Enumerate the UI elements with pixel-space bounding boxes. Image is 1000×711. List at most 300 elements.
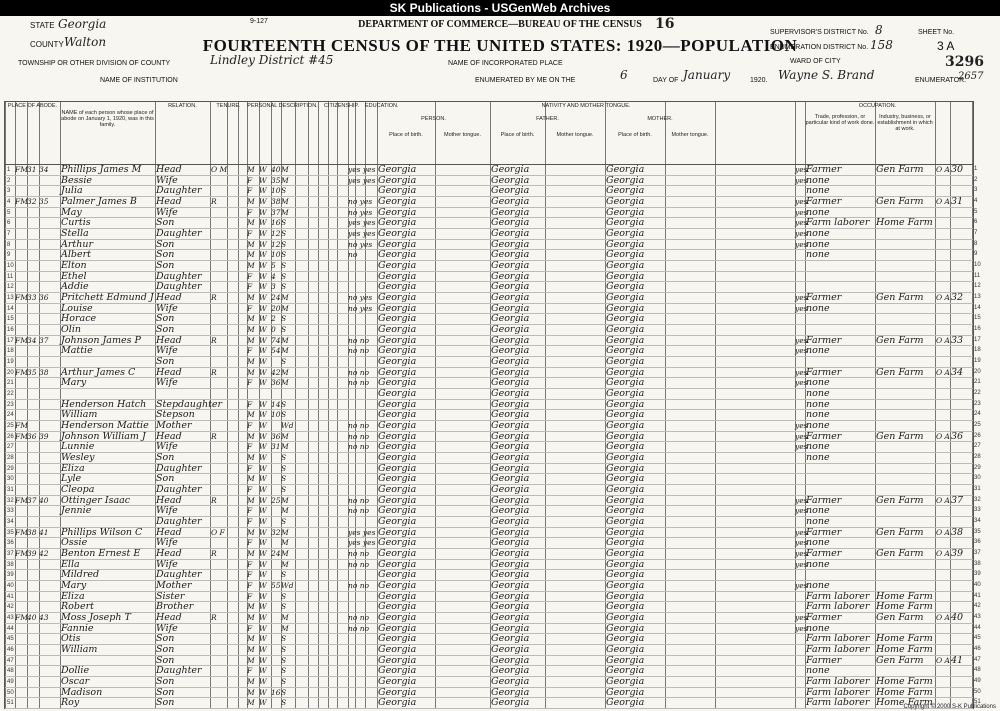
person-name: Louise	[61, 302, 93, 314]
sex-cell: M	[247, 357, 255, 366]
father-birthplace-cell: Georgia	[491, 622, 530, 634]
industry-cell: Gen Farm	[876, 164, 924, 175]
margin-line-number: 39	[974, 571, 981, 578]
relation-cell: Head	[156, 430, 182, 442]
english-cell: yes	[795, 431, 808, 441]
occupation-cell: none	[806, 558, 830, 570]
father-birthplace-cell: Georgia	[491, 420, 530, 431]
father-birthplace-cell: Georgia	[491, 548, 530, 559]
mother-birthplace-cell: Georgia	[606, 238, 645, 250]
line-number: 13	[7, 295, 14, 301]
person-name: Otis	[61, 633, 81, 645]
table-row	[5, 164, 973, 175]
age-cell: 3	[271, 282, 276, 292]
race-cell: W	[259, 485, 267, 494]
table-row	[5, 505, 973, 516]
father-birthplace-cell: Georgia	[491, 185, 530, 197]
marital-cell: S	[281, 282, 287, 292]
table-row	[5, 335, 973, 346]
margin-line-number: 17	[974, 336, 981, 343]
mother-birthplace-cell: Georgia	[606, 462, 645, 474]
father-birthplace-cell: Georgia	[491, 633, 530, 645]
table-row	[5, 345, 973, 356]
father-birthplace-cell: Georgia	[491, 505, 530, 517]
birthplace-cell: Georgia	[378, 580, 417, 591]
english-cell: yes	[795, 506, 808, 516]
person-name: Phillips James M	[61, 164, 142, 175]
birthplace-cell: Georgia	[378, 174, 417, 186]
father-birthplace-cell: Georgia	[491, 174, 530, 186]
relation-cell: Son	[156, 356, 175, 367]
mother-birthplace-cell: Georgia	[606, 580, 645, 591]
father-birthplace-cell: Georgia	[491, 526, 530, 538]
table-row	[5, 676, 973, 687]
birthplace-cell: Georgia	[378, 516, 417, 527]
margin-line-number: 18	[974, 347, 981, 354]
family-number: 43	[39, 613, 49, 622]
table-row	[5, 356, 973, 367]
marital-cell: M	[281, 367, 289, 377]
birthplace-cell: Georgia	[378, 622, 417, 634]
age-cell: 10	[271, 410, 281, 420]
margin-line-number: 47	[974, 656, 981, 663]
relation-cell: Daughter	[156, 185, 202, 197]
mother-birthplace-cell: Georgia	[606, 377, 645, 389]
line-number: 7	[7, 231, 11, 237]
header-nativity: NATIVITY AND MOTHER TONGUE.	[541, 103, 631, 109]
person-name: Lyle	[61, 473, 82, 485]
margin-line-number: 23	[974, 400, 981, 407]
mother-birthplace-cell: Georgia	[606, 366, 645, 378]
table-row	[5, 580, 973, 591]
line-number: 38	[7, 561, 14, 568]
occupation-cell: none	[806, 505, 830, 517]
race-cell: W	[259, 495, 267, 505]
father-birthplace-cell: Georgia	[491, 484, 530, 495]
mother-birthplace-cell: Georgia	[606, 622, 645, 634]
occupation-cell: Farmer	[806, 334, 842, 346]
age-cell: 10	[271, 186, 281, 196]
margin-line-number: 42	[974, 603, 981, 610]
line-number: 44	[7, 625, 14, 632]
supervisor-value: 8	[875, 23, 883, 37]
occupation-cell: Farmer	[806, 494, 842, 506]
margin-line-number: 50	[974, 688, 981, 695]
occupation-cell: Farm laborer	[806, 633, 870, 645]
birthplace-cell: Georgia	[378, 633, 417, 645]
relation-cell: Son	[156, 473, 175, 485]
farm-mark: FM	[15, 527, 28, 537]
margin-line-number: 38	[974, 560, 981, 567]
father-birthplace-cell: Georgia	[491, 164, 530, 175]
birthplace-cell: Georgia	[378, 526, 417, 538]
table-row	[5, 420, 973, 431]
relation-cell: Wife	[156, 441, 178, 453]
mother-birthplace-cell: Georgia	[606, 526, 645, 538]
mother-birthplace-cell: Georgia	[606, 665, 645, 677]
literacy-cell: no no	[348, 581, 370, 590]
marital-cell: M	[281, 346, 289, 356]
occupation-cell: Farm laborer	[806, 217, 870, 229]
english-cell: yes	[795, 613, 808, 622]
line-number: 18	[7, 348, 14, 355]
table-row	[5, 377, 973, 388]
mother-birthplace-cell: Georgia	[606, 452, 645, 463]
person-name: Eliza	[61, 590, 85, 602]
birthplace-cell: Georgia	[378, 313, 417, 325]
birthplace-cell: Georgia	[378, 217, 417, 229]
race-cell: W	[259, 207, 267, 217]
dwelling-number: 36	[27, 431, 37, 441]
age-cell: 35	[271, 175, 281, 185]
dwelling-number: 35	[27, 367, 37, 377]
dwelling-number: 31	[27, 165, 37, 174]
relation-cell: Wife	[156, 174, 178, 186]
table-row	[5, 175, 973, 186]
birthplace-cell: Georgia	[378, 686, 417, 698]
sex-cell: F	[247, 186, 253, 196]
race-cell: W	[259, 645, 267, 654]
margin-line-number: 27	[974, 443, 981, 450]
occupation-cell: Farmer	[806, 654, 842, 666]
table-row	[5, 324, 973, 335]
race-cell: W	[259, 229, 267, 238]
person-name: Madison	[61, 686, 103, 698]
line-number: 19	[7, 359, 14, 365]
table-row	[5, 655, 973, 666]
person-name: Benton Ernest E	[61, 548, 141, 559]
mother-birthplace-cell: Georgia	[606, 164, 645, 175]
race-cell: W	[259, 325, 267, 334]
occupation-cell: Farmer	[806, 292, 842, 303]
birthplace-cell: Georgia	[378, 196, 417, 207]
marital-cell: S	[281, 591, 287, 601]
table-row	[5, 548, 973, 559]
father-birthplace-cell: Georgia	[491, 644, 530, 655]
person-name: Pritchett Edmund J	[61, 292, 154, 303]
farm-schedule-cell: 39	[951, 548, 964, 559]
table-row	[5, 591, 973, 602]
race-cell: W	[259, 421, 267, 430]
birthplace-cell: Georgia	[378, 558, 417, 570]
table-row	[5, 463, 973, 474]
age-cell: 16	[271, 687, 281, 697]
occupation-cell: none	[806, 377, 830, 389]
margin-line-number: 33	[974, 507, 981, 514]
relation-cell: Mother	[156, 580, 192, 591]
sex-cell: M	[247, 527, 255, 537]
industry-cell: Gen Farm	[876, 654, 924, 666]
class-cell: O A	[936, 527, 950, 537]
relation-cell: Son	[156, 249, 175, 261]
margin-line-number: 11	[974, 272, 981, 279]
birthplace-cell: Georgia	[378, 665, 417, 677]
sex-cell: M	[247, 677, 255, 686]
census-sheet	[0, 16, 1000, 711]
marital-cell: M	[281, 293, 289, 302]
line-number: 34	[7, 519, 14, 525]
person-name: Jennie	[61, 505, 92, 517]
marital-cell: S	[281, 602, 287, 612]
relation-cell: Head	[156, 292, 182, 303]
sex-cell: M	[247, 293, 255, 302]
tenure-cell: R	[211, 367, 217, 377]
race-cell: W	[259, 591, 267, 601]
race-cell: W	[259, 314, 267, 324]
line-number: 40	[7, 583, 14, 589]
margin-line-number: 8	[974, 240, 978, 247]
sex-cell: F	[247, 271, 253, 281]
margin-line-number: 12	[974, 283, 981, 290]
place-label: NAME OF INCORPORATED PLACE	[448, 60, 563, 67]
sex-cell: M	[247, 431, 255, 441]
relation-cell: Son	[156, 654, 175, 666]
age-cell: 0	[271, 325, 276, 334]
year-label: 1920.	[750, 77, 768, 84]
mother-birthplace-cell: Georgia	[606, 174, 645, 186]
tenure-cell: R	[211, 293, 217, 302]
english-cell: yes	[795, 581, 808, 590]
father-birthplace-cell: Georgia	[491, 441, 530, 453]
line-number: 31	[7, 487, 14, 493]
marital-cell: M	[281, 197, 289, 206]
age-cell: 32	[271, 527, 281, 537]
birthplace-cell: Georgia	[378, 452, 417, 463]
sheet-label: SHEET No.	[918, 29, 955, 36]
person-name: Elton	[61, 260, 87, 271]
mother-birthplace-cell: Georgia	[606, 420, 645, 431]
age-cell: 37	[271, 207, 281, 217]
farm-schedule-cell: 32	[951, 292, 964, 303]
sex-cell: M	[247, 165, 255, 174]
line-number: 47	[7, 657, 14, 664]
institution-label: NAME OF INSTITUTION	[100, 77, 178, 84]
race-cell: W	[259, 666, 267, 676]
line-number: 48	[7, 668, 14, 675]
line-number: 28	[7, 455, 14, 461]
industry-cell: Gen Farm	[876, 292, 924, 303]
dwelling-number: 37	[27, 495, 37, 505]
marital-cell: S	[281, 314, 287, 324]
person-name: Arthur	[61, 238, 93, 250]
supervisor-label: SUPERVISOR'S DISTRICT No.	[770, 29, 869, 36]
race-cell: W	[259, 538, 267, 548]
table-row	[5, 537, 973, 548]
relation-cell: Son	[156, 633, 175, 645]
industry-cell: Home Farm	[876, 676, 933, 687]
literacy-cell: no yes	[348, 197, 373, 206]
english-cell: yes	[795, 559, 808, 569]
race-cell: W	[259, 613, 267, 622]
age-cell: 4	[271, 271, 276, 281]
race-cell: W	[259, 442, 267, 452]
literacy-cell: yes yes	[348, 165, 376, 174]
occupation-cell: none	[806, 516, 830, 527]
line-number: 17	[7, 337, 14, 344]
marital-cell: M	[281, 549, 289, 558]
line-number: 22	[7, 391, 14, 397]
father-birthplace-cell: Georgia	[491, 260, 530, 271]
race-cell: W	[259, 357, 267, 366]
father-birthplace-cell: Georgia	[491, 196, 530, 207]
age-cell: 14	[271, 399, 281, 409]
marital-cell: M	[281, 165, 289, 174]
margin-line-number: 29	[974, 464, 981, 471]
relation-cell: Daughter	[156, 270, 202, 282]
literacy-cell: no no	[348, 495, 370, 505]
occupation-cell: none	[806, 398, 830, 410]
person-name: Bessie	[61, 174, 93, 186]
occupation-cell: Farmer	[806, 366, 842, 378]
margin-line-number: 1	[974, 166, 978, 172]
table-row	[5, 271, 973, 282]
sex-cell: F	[247, 506, 253, 516]
person-name: William	[61, 644, 98, 655]
dwelling-number: 33	[27, 293, 37, 302]
marital-cell: S	[281, 410, 287, 420]
mother-birthplace-cell: Georgia	[606, 548, 645, 559]
county-label: COUNTY	[30, 40, 64, 49]
margin-line-number: 10	[974, 262, 981, 268]
sex-cell: F	[247, 378, 253, 388]
margin-line-number: 30	[974, 475, 981, 482]
birthplace-cell: Georgia	[378, 238, 417, 250]
literacy-cell: yes yes	[348, 229, 376, 238]
person-name: Eliza	[61, 462, 85, 474]
person-name: Stella	[61, 228, 89, 239]
mother-birthplace-cell: Georgia	[606, 676, 645, 687]
relation-cell: Head	[156, 612, 182, 623]
age-cell: 5	[271, 261, 276, 270]
margin-line-number: 9	[974, 251, 978, 258]
sex-cell: F	[247, 538, 253, 548]
age-cell: 25	[271, 495, 281, 505]
stamp-number: 3296	[945, 54, 984, 70]
age-cell: 16	[271, 218, 281, 228]
marital-cell: S	[281, 698, 287, 708]
birthplace-cell: Georgia	[378, 462, 417, 474]
farm-mark: FM	[15, 495, 28, 505]
race-cell: W	[259, 239, 267, 249]
relation-cell: Son	[156, 697, 175, 709]
relation-cell: Wife	[156, 345, 178, 357]
person-name: Horace	[61, 313, 97, 325]
relation-cell: Brother	[156, 601, 194, 613]
line-number: 23	[7, 401, 14, 408]
marital-cell: S	[281, 218, 287, 228]
english-cell: yes	[795, 239, 808, 249]
census-table	[4, 101, 974, 709]
family-number: 39	[39, 431, 49, 441]
father-birthplace-cell: Georgia	[491, 676, 530, 687]
line-number: 6	[7, 220, 11, 227]
relation-cell: Son	[156, 452, 175, 463]
marital-cell: S	[281, 261, 287, 270]
person-name: Oscar	[61, 676, 90, 687]
relation-cell: Wife	[156, 206, 178, 218]
race-cell: W	[259, 399, 267, 409]
marital-cell: Wd	[281, 421, 294, 430]
header-mt-person: Mother tongue.	[444, 132, 481, 138]
father-birthplace-cell: Georgia	[491, 398, 530, 410]
farm-schedule-cell: 40	[951, 612, 964, 623]
dwelling-number: 32	[27, 197, 37, 206]
birthplace-cell: Georgia	[378, 249, 417, 261]
table-row	[5, 601, 973, 612]
relation-cell: Sister	[156, 590, 185, 602]
line-number: 36	[7, 540, 14, 547]
father-birthplace-cell: Georgia	[491, 324, 530, 335]
mother-birthplace-cell: Georgia	[606, 228, 645, 239]
census-title: FOURTEENTH CENSUS OF THE UNITED STATES: 1920—POPULATION	[202, 36, 798, 55]
tenure-cell: R	[211, 197, 217, 206]
sheet-value: 3 A	[937, 39, 955, 53]
age-cell: 36	[271, 431, 281, 441]
line-number: 37	[7, 551, 14, 557]
relation-cell: Son	[156, 217, 175, 229]
sex-cell: F	[247, 442, 253, 452]
person-name: Julia	[61, 185, 83, 197]
farm-schedule-cell: 38	[951, 526, 964, 538]
header-mt-father: Mother tongue.	[556, 132, 594, 138]
age-cell: 2	[271, 314, 276, 324]
literacy-cell: yes yes	[348, 527, 376, 537]
table-row	[5, 623, 973, 634]
occupation-cell: none	[806, 238, 830, 250]
birthplace-cell: Georgia	[378, 206, 417, 218]
margin-line-number: 46	[974, 646, 981, 652]
birthplace-cell: Georgia	[378, 164, 417, 175]
mother-birthplace-cell: Georgia	[606, 686, 645, 698]
relation-cell: Daughter	[156, 516, 202, 527]
person-name: Palmer James B	[61, 196, 137, 207]
literacy-cell: no yes	[348, 239, 373, 249]
sex-cell: F	[247, 303, 253, 313]
person-name: Ella	[61, 558, 80, 570]
race-cell: W	[259, 527, 267, 537]
occupation-cell: Farmer	[806, 548, 842, 559]
line-number: 42	[7, 604, 14, 611]
tenure-cell: R	[211, 431, 217, 441]
relation-cell: Head	[156, 366, 182, 378]
person-name: Lunnie	[61, 441, 95, 453]
table-row	[5, 516, 973, 527]
race-cell: W	[259, 517, 267, 526]
occupation-cell: Farmer	[806, 196, 842, 207]
age-cell: 55	[271, 581, 281, 590]
relation-cell: Daughter	[156, 281, 202, 293]
literacy-cell: no yes	[348, 293, 373, 302]
table-row	[5, 217, 973, 228]
occupation-cell: Farm laborer	[806, 601, 870, 613]
table-row	[5, 473, 973, 484]
margin-line-number: 34	[974, 518, 981, 524]
literacy-cell: no yes	[348, 303, 373, 313]
line-number: 14	[7, 305, 14, 312]
person-name: Fannie	[61, 622, 94, 634]
class-cell: O A	[936, 293, 950, 302]
family-number: 36	[39, 293, 49, 302]
occupation-cell: Farmer	[806, 526, 842, 538]
farm-schedule-cell: 31	[951, 196, 964, 207]
line-number: 3	[7, 188, 11, 195]
mother-birthplace-cell: Georgia	[606, 356, 645, 367]
sex-cell: M	[247, 687, 255, 697]
age-cell: 12	[271, 239, 281, 249]
family-number: 38	[39, 367, 49, 377]
farm-mark: FM	[15, 549, 28, 558]
relation-cell: Head	[156, 548, 182, 559]
